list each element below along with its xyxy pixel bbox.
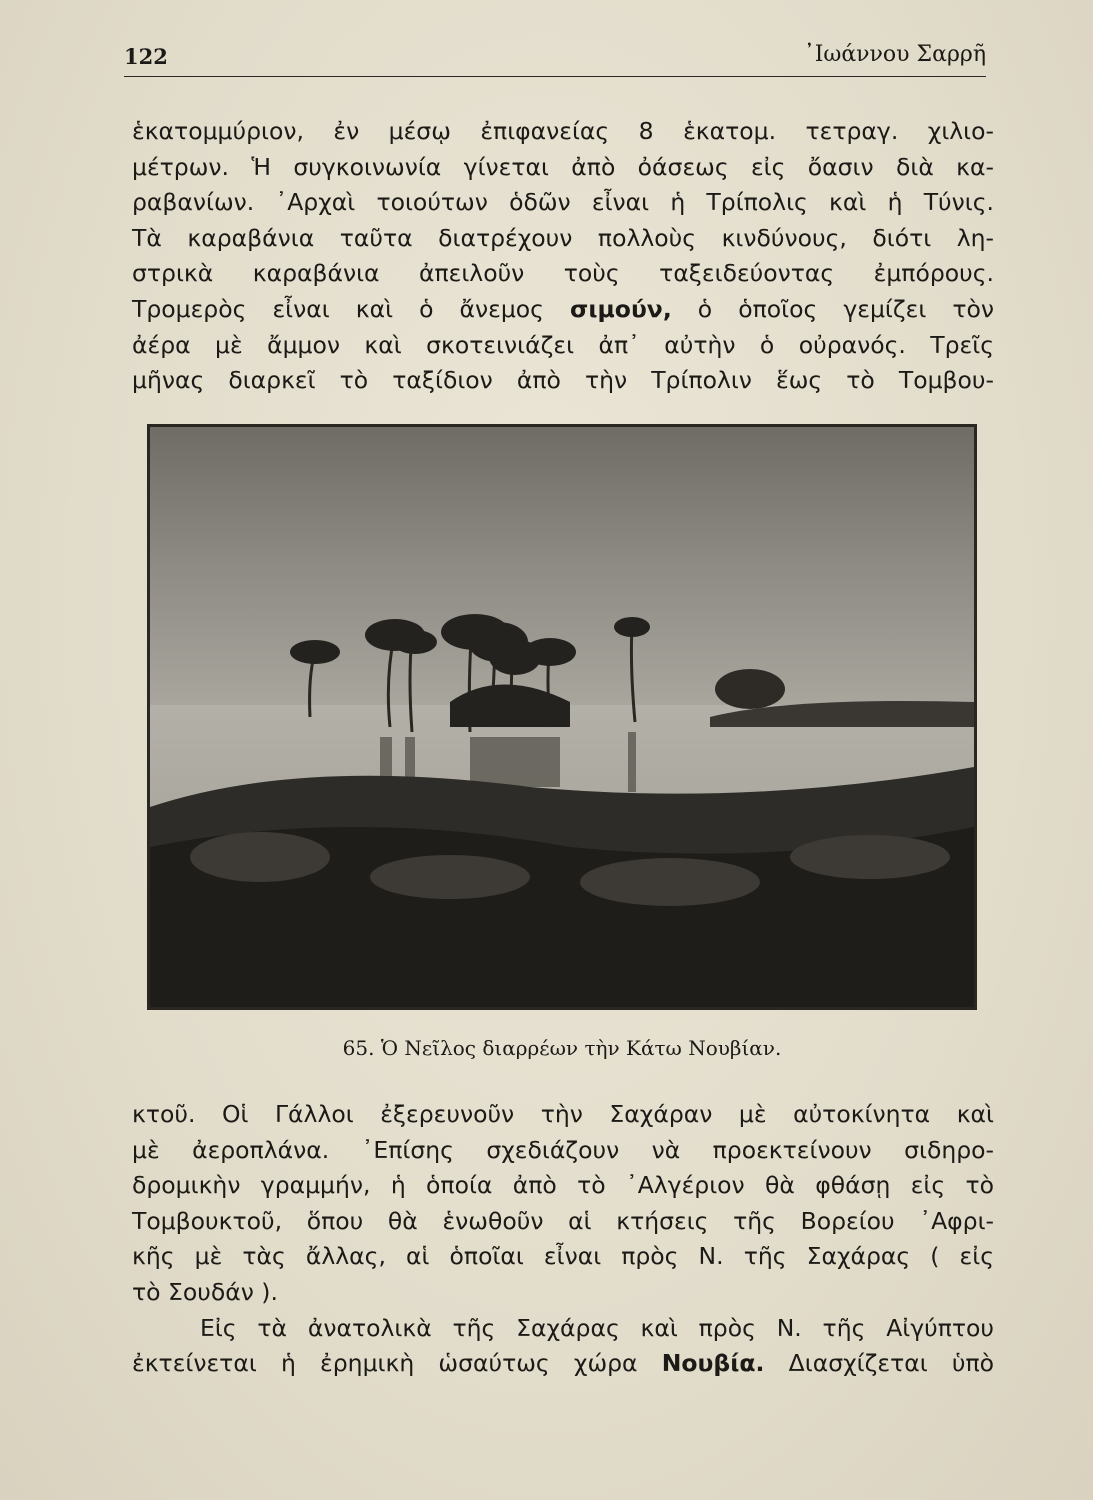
bottom-paragraph (132, 1097, 994, 1382)
emphasis-simoun: σιμούν, (570, 294, 672, 323)
text-segment: ἐκτείνεται ἡ ἐρημικὴ ὡσαύτως χώρα (132, 1349, 662, 1378)
text-line: μῆνας διαρκεῖ τὸ ταξίδιον ἀπὸ τὴν Τρίπολιν ἕως τὸ Τομβου- (132, 366, 994, 395)
text-line: Τομβουκτοῦ, ὅπου θὰ ἑνωθοῦν αἱ κτήσεις τῆς Βορείου ᾿Αφρι- (132, 1206, 994, 1235)
text-line: δρομικὴν γραμμήν, ἡ ὁποία ἀπὸ τὸ ᾿Αλγέριον θὰ φθάσῃ εἰς τὸ (132, 1171, 994, 1200)
text-segment: ὁ ὁποῖος γεμίζει τὸν (671, 294, 995, 323)
text-line (132, 292, 994, 328)
text-line: ἀέρα μὲ ἄμμον καὶ σκοτεινιάζει ἀπ᾿ αὐτὴν ὁ οὐρανός. Τρεῖς (132, 330, 994, 359)
text-line: Εἰς τὰ ἀνατολικὰ τῆς Σαχάρας καὶ πρὸς Ν. τῆς Αἰγύπτου (200, 1313, 994, 1342)
nile-photograph (147, 424, 977, 1010)
top-paragraph (132, 114, 994, 399)
text-line: μὲ ἀεροπλάνα. ᾿Επίσης σχεδιάζουν νὰ προεκτείνουν σιδηρο- (132, 1135, 994, 1164)
text-line: κῆς μὲ τὰς ἄλλας, αἱ ὁποῖαι εἶναι πρὸς Ν. τῆς Σαχάρας ( εἰς (132, 1242, 994, 1271)
running-head: ᾿Ιωάννου Σαρρῆ (803, 42, 986, 67)
text-line: στρικὰ καραβάνια ἀπειλοῦν τοὺς ταξειδεύοντας ἐμπόρους. (132, 259, 994, 288)
text-line: μέτρων. Ἡ συγκοινωνία γίνεται ἀπὸ ὀάσεως εἰς ὄασιν διὰ κα- (132, 152, 994, 181)
figure-caption: 65. Ὁ Νεῖλος διαρρέων τὴν Κάτω Νουβίαν. (342, 1036, 782, 1060)
text-segment: Τρομερὸς εἶναι καὶ ὁ ἄνεμος (132, 294, 571, 323)
text-line (132, 1346, 994, 1382)
text-line: κτοῦ. Οἱ Γάλλοι ἐξερευνοῦν τὴν Σαχάραν μὲ αὐτοκίνητα καὶ (132, 1100, 994, 1128)
text-line: τὸ Σουδάν ). (132, 1277, 278, 1306)
text-line: Τὰ καραβάνια ταῦτα διατρέχουν πολλοὺς κινδύνους, διότι λη- (132, 223, 994, 252)
text-line: ραβανίων. ᾿Αρχαὶ τοιούτων ὁδῶν εἶναι ἡ Τρίπολις καὶ ἡ Τύνις. (132, 188, 994, 217)
page-number: 122 (124, 44, 168, 69)
page-header (124, 40, 986, 77)
emphasis-nubia: Νουβία. (661, 1349, 765, 1378)
text-line: ἑκατομμύριον, ἐν μέσῳ ἐπιφανείας 8 ἑκατομ. τετραγ. χιλιο- (132, 117, 994, 145)
text-segment: Διασχίζεται ὑπὸ (764, 1349, 995, 1378)
photo-illustration (150, 427, 974, 1007)
